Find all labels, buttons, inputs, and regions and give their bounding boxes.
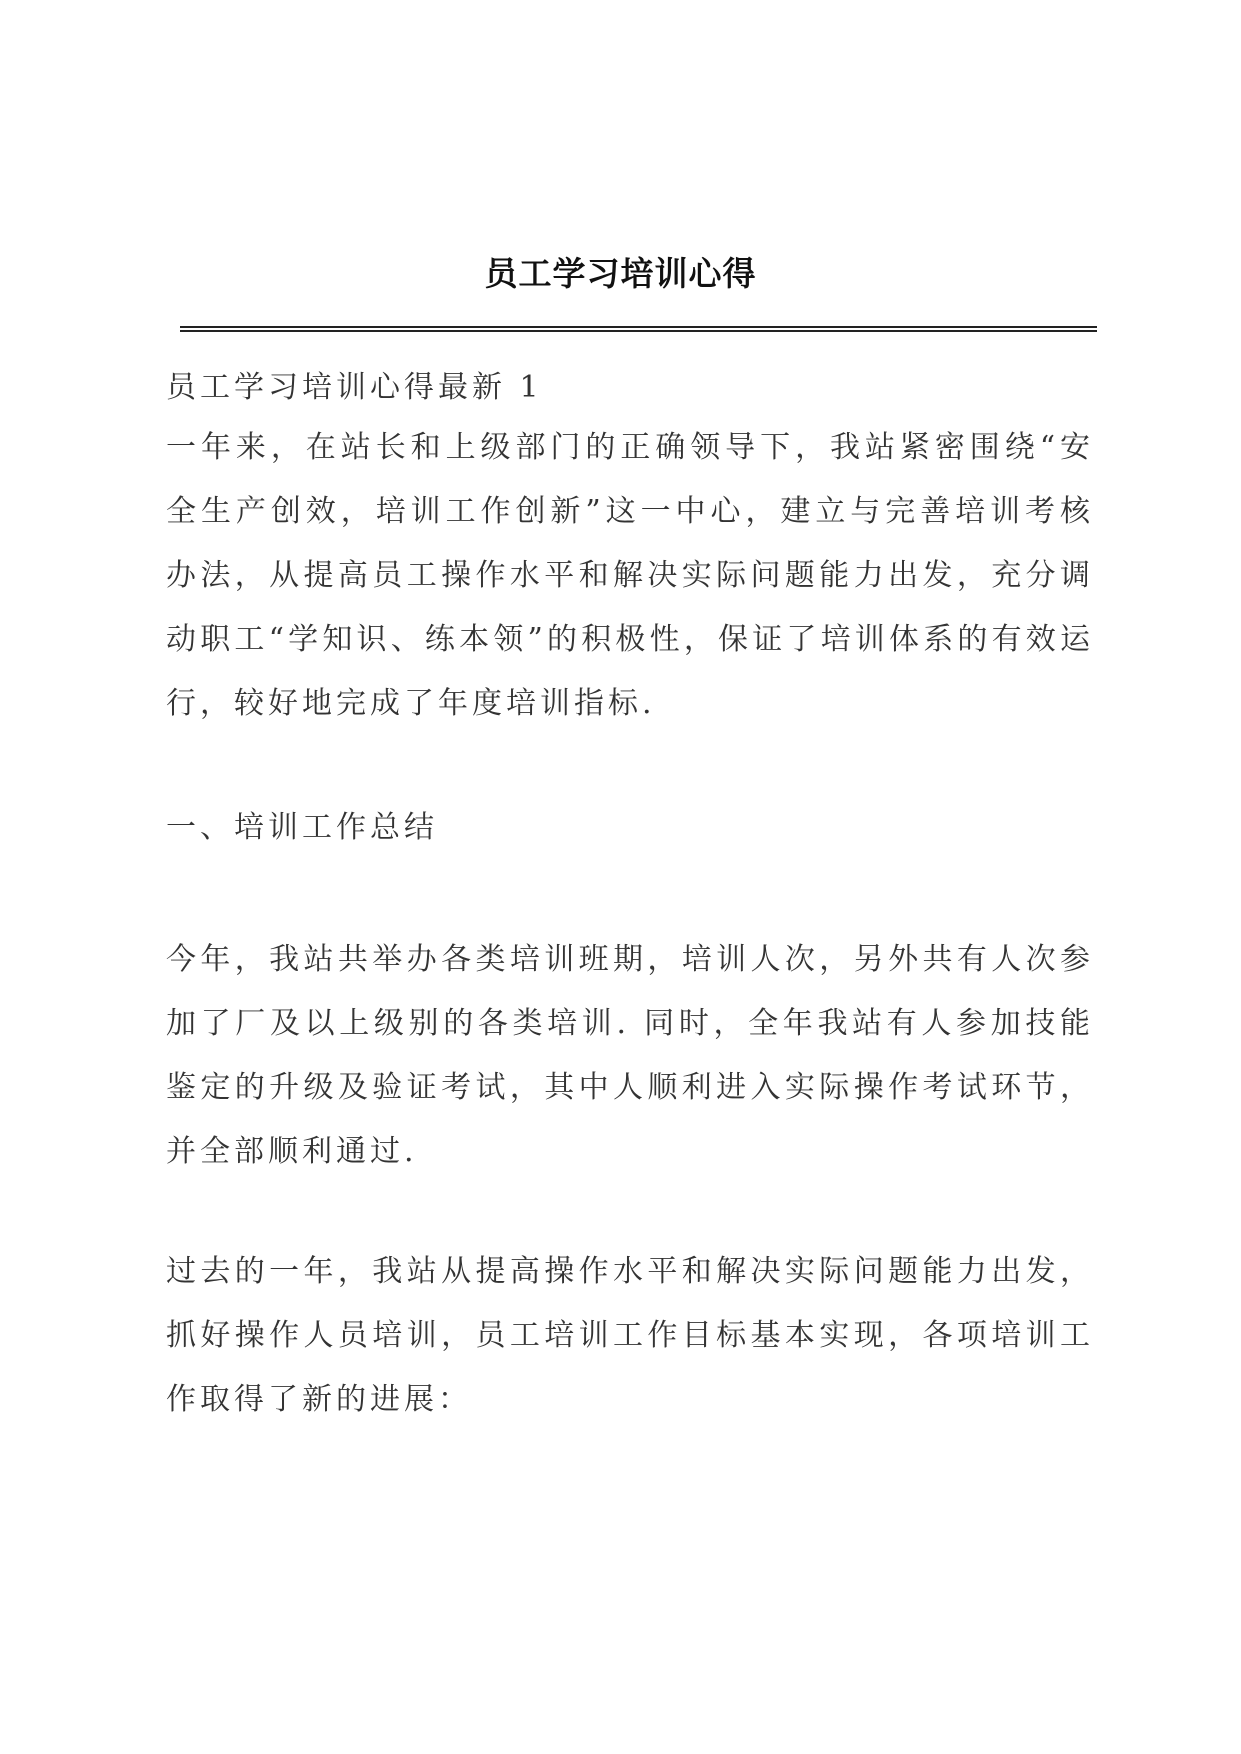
paragraph-intro: 一年来，在站长和上级部门的正确领导下，我站紧密围绕“安全生产创效，培训工作创新”这一中心，建立与完善培训考核办法，从提高员工操作水平和解决实际问题能力出发，充分调动职工“学知识、练本领”的积极性，保证了培训体系的有效运行，较好地完成了年度培训指标.: [166, 430, 1094, 721]
paragraph-training-stats: 今年，我站共举办各类培训班期，培训人次，另外共有人次参加了厂及以上级别的各类培训. 同时，全年我站有人参加技能鉴定的升级及验证考试，其中人顺利进入实际操作考试环节，并全部顺利通过.: [166, 942, 1094, 1169]
paragraph-past-year: 过去的一年，我站从提高操作水平和解决实际问题能力出发，抓好操作人员培训，员工培训工作目标基本实现，各项培训工作取得了新的进展：: [166, 1254, 1094, 1417]
document-subtitle: 员工学习培训心得最新 1: [166, 370, 543, 405]
document-title: 员工学习培训心得: [484, 254, 757, 293]
title-double-rule: [180, 326, 1097, 332]
section-heading: 一、培训工作总结: [166, 810, 438, 845]
